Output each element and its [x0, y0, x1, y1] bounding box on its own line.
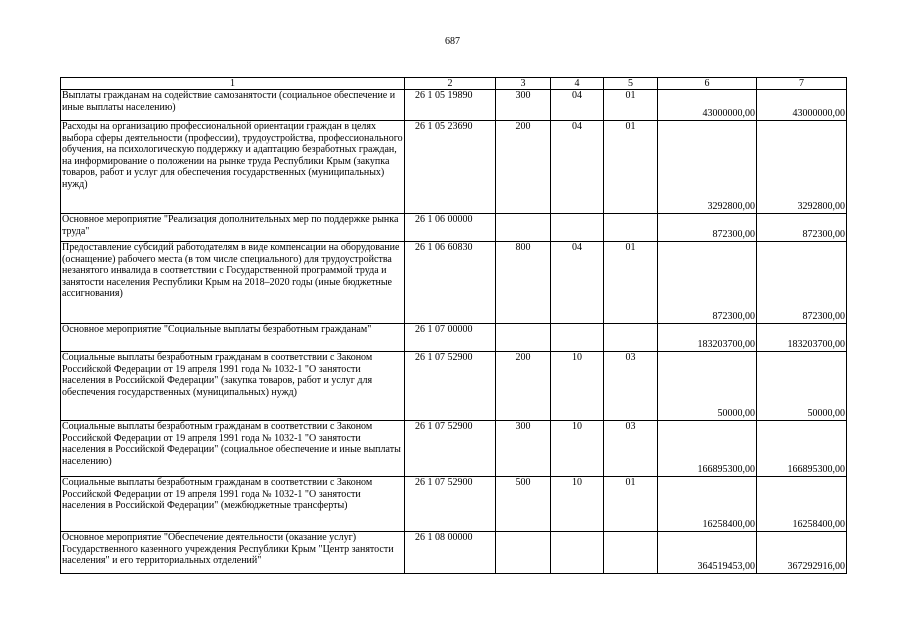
- row-c4: 04: [551, 90, 604, 121]
- column-header: 5: [604, 78, 658, 90]
- row-amount-7: 367292916,00: [757, 532, 847, 574]
- row-c4: 04: [551, 242, 604, 324]
- row-amount-6: 3292800,00: [658, 121, 757, 214]
- row-c3: 300: [496, 421, 551, 477]
- column-header: 6: [658, 78, 757, 90]
- row-c4: [551, 214, 604, 242]
- row-name: Основное мероприятие "Реализация дополнительных мер по поддержке рынка труда": [61, 214, 405, 242]
- row-name: Основное мероприятие "Социальные выплаты безработным гражданам": [61, 324, 405, 352]
- row-amount-6: 872300,00: [658, 242, 757, 324]
- row-code: 26 1 07 00000: [405, 324, 496, 352]
- table-row: [61, 352, 847, 421]
- row-c3: [496, 214, 551, 242]
- row-c5: 03: [604, 421, 658, 477]
- row-amount-6: 364519453,00: [658, 532, 757, 574]
- row-c4: [551, 324, 604, 352]
- row-amount-6: 43000000,00: [658, 90, 757, 121]
- row-code: 26 1 05 23690: [405, 121, 496, 214]
- row-name: Предоставление субсидий работодателям в виде компенсации на оборудование (оснащение) рабочего места (в том числе специального) для трудоустройства незанятого инвалида в соответствии с Государственной программой труда и занятости населения Республики Крым на 2018–2020 годы (иные бюджетные ассигнования): [61, 242, 405, 324]
- row-c5: 01: [604, 477, 658, 532]
- row-code: 26 1 08 00000: [405, 532, 496, 574]
- row-c3: 300: [496, 90, 551, 121]
- row-c3: [496, 324, 551, 352]
- row-code: 26 1 07 52900: [405, 421, 496, 477]
- row-code: 26 1 06 00000: [405, 214, 496, 242]
- table-header-row: [61, 78, 847, 90]
- table-row: [61, 214, 847, 242]
- row-c3: [496, 532, 551, 574]
- row-c3: 500: [496, 477, 551, 532]
- table-row: [61, 90, 847, 121]
- row-name: Расходы на организацию профессиональной ориентации граждан в целях выбора сферы деятельности (профессии), трудоустройства, профессионального обучения, на психологическую поддержку и адаптацию безработных граждан, на информирование о положении на рынке труда Республики Крым (закупка товаров, работ и услуг для обеспечения государственных (муниципальных) нужд): [61, 121, 405, 214]
- row-c5: 01: [604, 90, 658, 121]
- row-c4: 10: [551, 352, 604, 421]
- row-amount-6: 166895300,00: [658, 421, 757, 477]
- table-row: [61, 421, 847, 477]
- row-amount-6: 16258400,00: [658, 477, 757, 532]
- row-code: 26 1 06 60830: [405, 242, 496, 324]
- row-amount-6: 183203700,00: [658, 324, 757, 352]
- row-code: 26 1 07 52900: [405, 352, 496, 421]
- row-name: Выплаты гражданам на содействие самозанятости (социальное обеспечение и иные выплаты населению): [61, 90, 405, 121]
- row-amount-7: 3292800,00: [757, 121, 847, 214]
- column-header: 2: [405, 78, 496, 90]
- table-row: [61, 324, 847, 352]
- row-amount-6: 872300,00: [658, 214, 757, 242]
- row-c4: [551, 532, 604, 574]
- column-header: 1: [61, 78, 405, 90]
- row-c5: [604, 324, 658, 352]
- row-amount-7: 872300,00: [757, 242, 847, 324]
- row-c3: 200: [496, 352, 551, 421]
- row-code: 26 1 07 52900: [405, 477, 496, 532]
- column-header: 3: [496, 78, 551, 90]
- row-amount-7: 166895300,00: [757, 421, 847, 477]
- row-name: Основное мероприятие "Обеспечение деятельности (оказание услуг) Государственного казенного учреждения Республики Крым "Центр занятости населения" и его территориальных отделений": [61, 532, 405, 574]
- row-amount-7: 50000,00: [757, 352, 847, 421]
- column-header: 4: [551, 78, 604, 90]
- page-number: 687: [445, 36, 460, 47]
- row-name: Социальные выплаты безработным гражданам в соответствии с Законом Российской Федерации от 19 апреля 1991 года № 1032-1 "О занятости населения в Российской Федерации" (межбюджетные трансферты): [61, 477, 405, 532]
- table-row: [61, 242, 847, 324]
- row-c3: 800: [496, 242, 551, 324]
- table-row: [61, 121, 847, 214]
- row-amount-7: 183203700,00: [757, 324, 847, 352]
- row-amount-7: 872300,00: [757, 214, 847, 242]
- table-row: [61, 477, 847, 532]
- budget-table: [60, 77, 847, 574]
- row-name: Социальные выплаты безработным гражданам в соответствии с Законом Российской Федерации от 19 апреля 1991 года № 1032-1 "О занятости населения в Российской Федерации" (социальное обеспечение и иные выплаты населению): [61, 421, 405, 477]
- row-c4: 10: [551, 421, 604, 477]
- row-code: 26 1 05 19890: [405, 90, 496, 121]
- row-c5: [604, 214, 658, 242]
- row-c4: 04: [551, 121, 604, 214]
- row-c5: 01: [604, 121, 658, 214]
- row-amount-7: 43000000,00: [757, 90, 847, 121]
- row-c4: 10: [551, 477, 604, 532]
- row-amount-6: 50000,00: [658, 352, 757, 421]
- row-c5: 03: [604, 352, 658, 421]
- table-row: [61, 532, 847, 574]
- row-c5: [604, 532, 658, 574]
- row-c3: 200: [496, 121, 551, 214]
- row-name: Социальные выплаты безработным гражданам в соответствии с Законом Российской Федерации от 19 апреля 1991 года № 1032-1 "О занятости населения в Российской Федерации" (закупка товаров, работ и услуг для обеспечения государственных (муниципальных) нужд): [61, 352, 405, 421]
- row-amount-7: 16258400,00: [757, 477, 847, 532]
- column-header: 7: [757, 78, 847, 90]
- row-c5: 01: [604, 242, 658, 324]
